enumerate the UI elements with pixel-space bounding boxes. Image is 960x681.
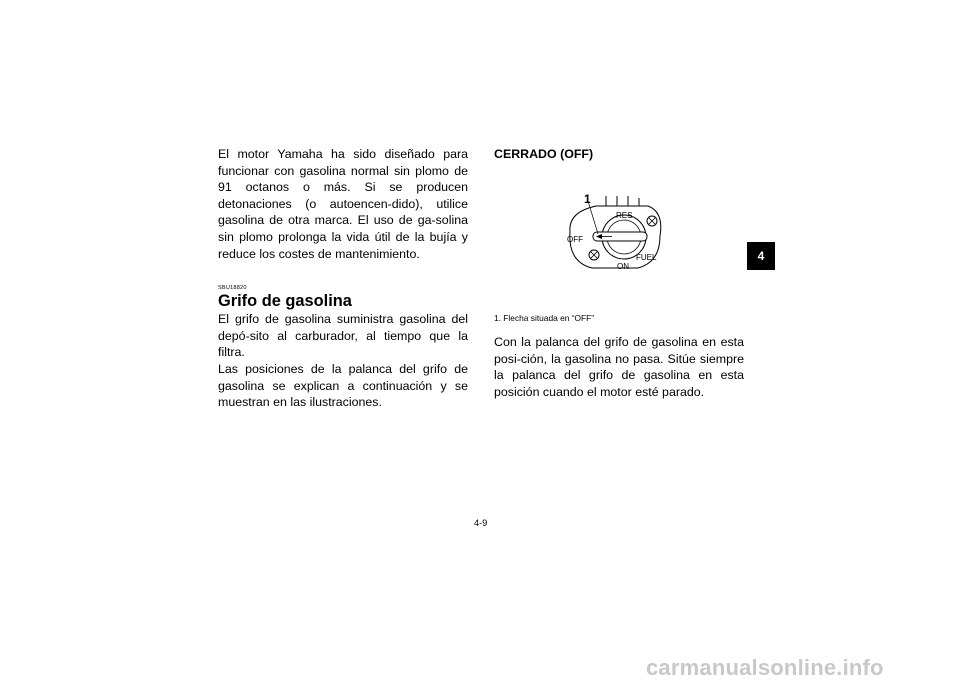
watermark: carmanualsonline.info [646,655,884,680]
label-off: OFF [567,235,583,244]
callout-number: 1 [584,192,591,206]
chapter-tab: 4 [747,242,775,270]
section-code: SBU18820 [218,285,247,292]
right-column [494,146,744,163]
paragraph-lever-positions: Las posiciones de la palanca del grifo de gasolina se explican a continuación y se muestran en las ilustraciones. [218,361,468,410]
fuel-cock-illustration [556,190,672,272]
off-paragraph-wrap [494,334,744,400]
off-paragraph: Con la palanca del grifo de gasolina en esta posi-ción, la gasolina no pasa. Sitúe siempre la palanca del grifo de gasolina en esta posición cuando el motor esté parado. [494,335,744,399]
section-title: Grifo de gasolina [218,292,352,311]
figure-caption: 1. Flecha situada en “OFF” [494,313,595,323]
left-column [218,146,468,411]
paragraph-fuel-cock: El grifo de gasolina suministra gasolina del depó-sito al carburador, al tiempo que la filtra. [218,312,468,360]
screw-bottom-left [589,250,599,260]
label-fuel: FUEL [636,253,657,262]
intro-paragraph: El motor Yamaha ha sido diseñado para funcionar con gasolina normal sin plomo de 91 octanos o más. Si se producen detonaciones (o autoencen-dido), utilice gasolina de otra marca. El uso de ga-solina sin plomo prolonga la vida útil de la bujía y reduce los costes de mantenimiento. [218,147,468,261]
label-on: ON [617,262,629,271]
off-subheading: CERRADO (OFF) [494,147,594,161]
label-res: RES [616,211,633,220]
screw-top-right [647,216,657,226]
page-number: 4-9 [474,518,488,528]
